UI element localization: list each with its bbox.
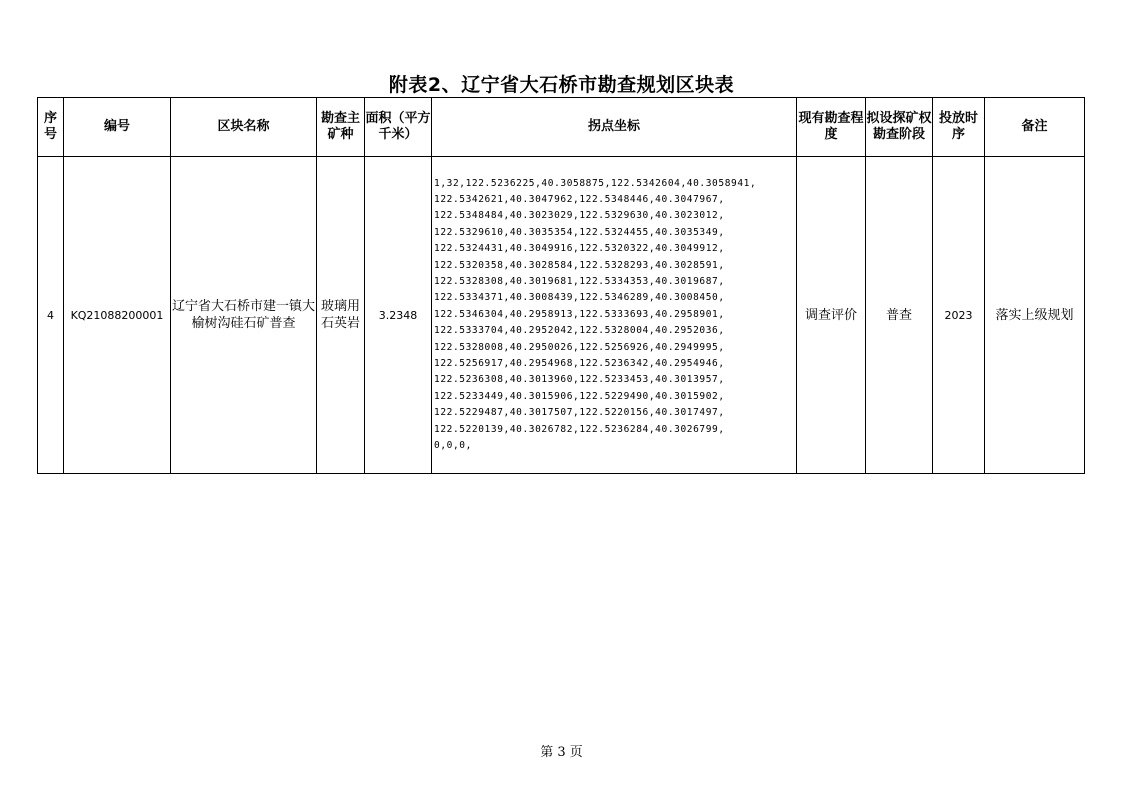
header-remarks: 备注: [985, 98, 1085, 157]
cell-area: 3.2348: [365, 157, 432, 474]
header-current-degree: 现有勘查程度: [797, 98, 866, 157]
coordinate-line: 1,32,122.5236225,40.3058875,122.5342604,40.3058941,: [434, 177, 757, 189]
header-seq: 序号: [38, 98, 64, 157]
cell-current-degree: 调查评价: [797, 157, 866, 474]
coordinate-line: 122.5334371,40.3008439,122.5346289,40.3008450,: [434, 292, 725, 304]
page-number: 第 3 页: [540, 745, 583, 760]
cell-block-name: 辽宁省大石桥市建一镇大榆树沟硅石矿普查: [171, 157, 317, 474]
coordinate-line: 122.5348484,40.3023029,122.5329630,40.3023012,: [434, 210, 725, 222]
cell-seq: 4: [38, 157, 64, 474]
document-title: 附表2、辽宁省大石桥市勘查规划区块表: [388, 74, 735, 96]
coordinate-line: 0,0,0,: [434, 440, 472, 452]
cell-release-time: 2023: [933, 157, 985, 474]
header-block-name: 区块名称: [171, 98, 317, 157]
coordinate-line: 122.5233449,40.3015906,122.5229490,40.3015902,: [434, 390, 725, 402]
coordinate-line: 122.5324431,40.3049916,122.5320322,40.3049912,: [434, 243, 725, 255]
header-code: 编号: [64, 98, 171, 157]
coordinate-line: 122.5333704,40.2952042,122.5328004,40.2952036,: [434, 325, 725, 337]
header-coordinates: 拐点坐标: [432, 98, 797, 157]
header-area: 面积（平方千米）: [365, 98, 432, 157]
cell-main-mineral: 玻璃用石英岩: [317, 157, 365, 474]
coordinate-line: 122.5342621,40.3047962,122.5348446,40.3047967,: [434, 193, 725, 205]
cell-coordinates: [432, 157, 797, 474]
planning-block-table: [37, 97, 1085, 474]
coordinate-line: 122.5320358,40.3028584,122.5328293,40.3028591,: [434, 259, 725, 271]
table-header-row: [38, 98, 1085, 157]
cell-remarks: 落实上级规划: [985, 157, 1085, 474]
header-release-time: 投放时序: [933, 98, 985, 157]
coordinate-line: 122.5220139,40.3026782,122.5236284,40.3026799,: [434, 423, 725, 435]
coordinate-line: 122.5229487,40.3017507,122.5220156,40.3017497,: [434, 407, 725, 419]
cell-code: KQ21088200001: [64, 157, 171, 474]
cell-planned-stage: 普查: [866, 157, 933, 474]
coordinate-line: 122.5329610,40.3035354,122.5324455,40.3035349,: [434, 226, 725, 238]
coordinate-line: 122.5256917,40.2954968,122.5236342,40.2954946,: [434, 358, 725, 370]
coordinate-line: 122.5236308,40.3013960,122.5233453,40.3013957,: [434, 374, 725, 386]
coordinate-line: 122.5328308,40.3019681,122.5334353,40.3019687,: [434, 275, 725, 287]
header-main-mineral: 勘查主矿种: [317, 98, 365, 157]
header-planned-stage: 拟设探矿权勘查阶段: [866, 98, 933, 157]
coordinate-line: 122.5328008,40.2950026,122.5256926,40.2949995,: [434, 341, 725, 353]
table-row: [38, 157, 1085, 474]
coordinate-line: 122.5346304,40.2958913,122.5333693,40.2958901,: [434, 308, 725, 320]
